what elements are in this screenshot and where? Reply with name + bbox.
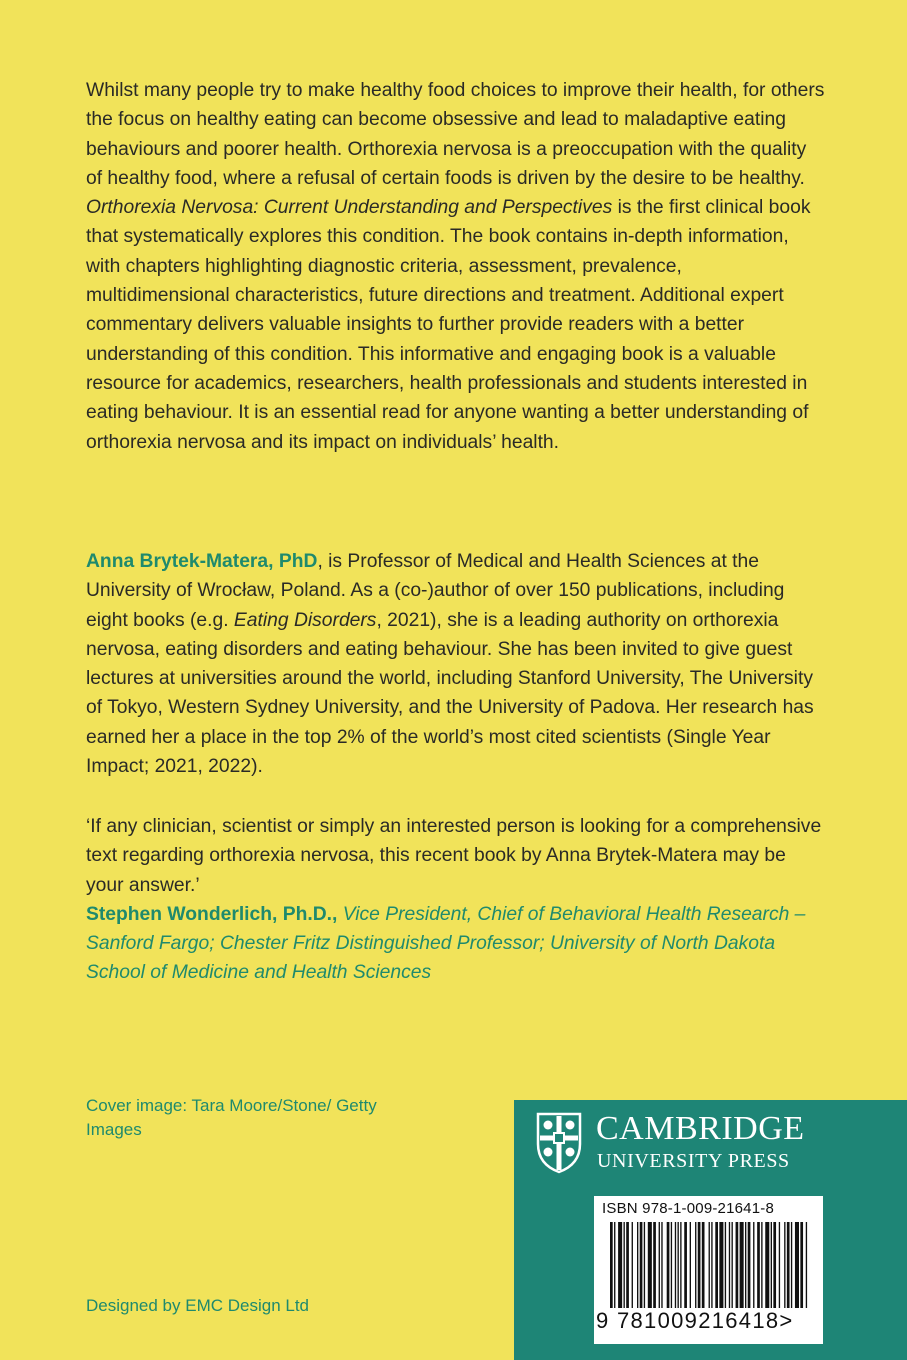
barcode-bar [729,1222,730,1308]
barcode-group1: 781009 [616,1308,699,1333]
endorser-credit [86,900,826,988]
endorsement-quote: ‘If any clinician, scientist or simply an interested person is looking for a comprehensive text regarding orthorexia nervosa, this recent book by Anna Brytek-Matera may be your answer.’ [86,816,822,896]
barcode-bar [715,1222,718,1308]
barcode-bar [771,1222,772,1308]
book-title-italic: Orthorexia Nervosa: Current Understanding and Perspectives [86,197,613,219]
barcode-bar [779,1222,780,1308]
author-bio-part1: , is Professor of Medical and Health Sciences at the University of Wrocław, Poland. As a (co-)author of over 150 publications, including eight books (e.g. [86,551,785,631]
barcode-bar [753,1222,754,1308]
barcode-bar [614,1222,615,1308]
barcode-bar [800,1222,803,1308]
barcode-bar [690,1222,691,1308]
barcode-number [596,1308,794,1334]
barcode-bar [610,1222,613,1308]
barcode-bar [653,1222,656,1308]
barcode-bar [773,1222,776,1308]
publisher-name: CAMBRIDGE [596,1110,805,1147]
cambridge-shield-icon [536,1112,582,1174]
barcode-bar [784,1222,785,1308]
publisher-panel [514,1100,907,1360]
description-rest: is the first clinical book that systematically explores this condition. The book contains in-depth information, with chapters highlighting diagnostic criteria, assessment, prevalence, multidimensional characteristics, future directions and treatment. Additional expert commentary delivers valuable insights to further provide readers with a better understanding of this condition. This informative and engaging book is a valuable resource for academics, researchers, health professionals and students interested in eating behaviour. It is an essential read for anyone wanting a better understanding of orthorexia nervosa and its impact on individuals’ health. [86,197,811,453]
barcode-bar [732,1222,733,1308]
barcode-bar [757,1222,760,1308]
barcode-bar [675,1222,676,1308]
author-bio [86,547,826,781]
barcode-bar [795,1222,799,1308]
barcode-bar [695,1222,696,1308]
barcode-bar [765,1222,769,1308]
barcode-bar [740,1222,744,1308]
barcode-bar [711,1222,712,1308]
isbn-label: ISBN 978-1-009-21641-8 [602,1200,775,1217]
barcode-bar [640,1222,643,1308]
author-bio-part2: , 2021), she is a leading authority on orthorexia nervosa, eating disorders and eating behaviour. She has been invited to give guest lectures at universities around the world, including Stanford University, The University of Tokyo, Western Sydney University, and the University of Padova. Her research has earned her a place in the top 2% of the world’s most cited scientists (Single Year Impact; 2021, 2022). [86,609,814,778]
cover-image-credit: Cover image: Tara Moore/Stone/ Getty Images [86,1096,377,1139]
barcode-bar [632,1222,633,1308]
barcode-end-marker: > [779,1308,794,1333]
barcode-bar [748,1222,751,1308]
barcode-bar [725,1222,726,1308]
barcode-bars [606,1222,811,1312]
barcode-bar [787,1222,790,1308]
endorser-affiliation: Vice President, Chief of Behavioral Health Research – Sanford Fargo; Chester Fritz Distinguished Professor; University of North Dakota School of Medicine and Health Sciences [86,903,806,984]
barcode-digit-first: 9 [596,1308,610,1333]
barcode-bar [702,1222,705,1308]
author-name: Anna Brytek-Matera, PhD [86,551,318,572]
barcode-bar [736,1222,739,1308]
barcode-bar [659,1222,660,1308]
barcode-bar [648,1222,652,1308]
endorsement [86,812,826,988]
endorser-name: Stephen Wonderlich, Ph.D., [86,903,338,925]
barcode-bar [671,1222,672,1308]
barcode-bar [637,1222,638,1308]
isbn-barcode [594,1196,823,1344]
barcode-bar [618,1222,622,1308]
barcode-bar [698,1222,701,1308]
book-description [86,76,826,457]
barcode-bar [626,1222,629,1308]
barcode-bar [761,1222,762,1308]
barcode-bar [709,1222,710,1308]
barcode-bar [661,1222,662,1308]
barcode-bar [719,1222,723,1308]
barcode-bar [678,1222,679,1308]
barcode-bar [684,1222,687,1308]
barcode-bar [624,1222,625,1308]
barcode-bar [680,1222,681,1308]
description-intro: Whilst many people try to make healthy food choices to improve their health, for others the focus on healthy eating can become obsessive and lead to maladaptive eating behaviours and poorer health. Orthorexia nervosa is a preoccupation with the quality of healthy food, where a refusal of certain foods is driven by the desire to be healthy. [86,80,825,189]
barcode-bar [644,1222,645,1308]
author-book-title: Eating Disorders [233,609,377,631]
barcode-bar [667,1222,670,1308]
barcode-bar [745,1222,746,1308]
publisher-subtitle: UNIVERSITY PRESS [597,1150,790,1172]
designer-credit: Designed by EMC Design Ltd [86,1296,310,1315]
barcode-bar [791,1222,792,1308]
barcode-bar [806,1222,807,1308]
barcode-group2: 216418 [698,1308,780,1333]
